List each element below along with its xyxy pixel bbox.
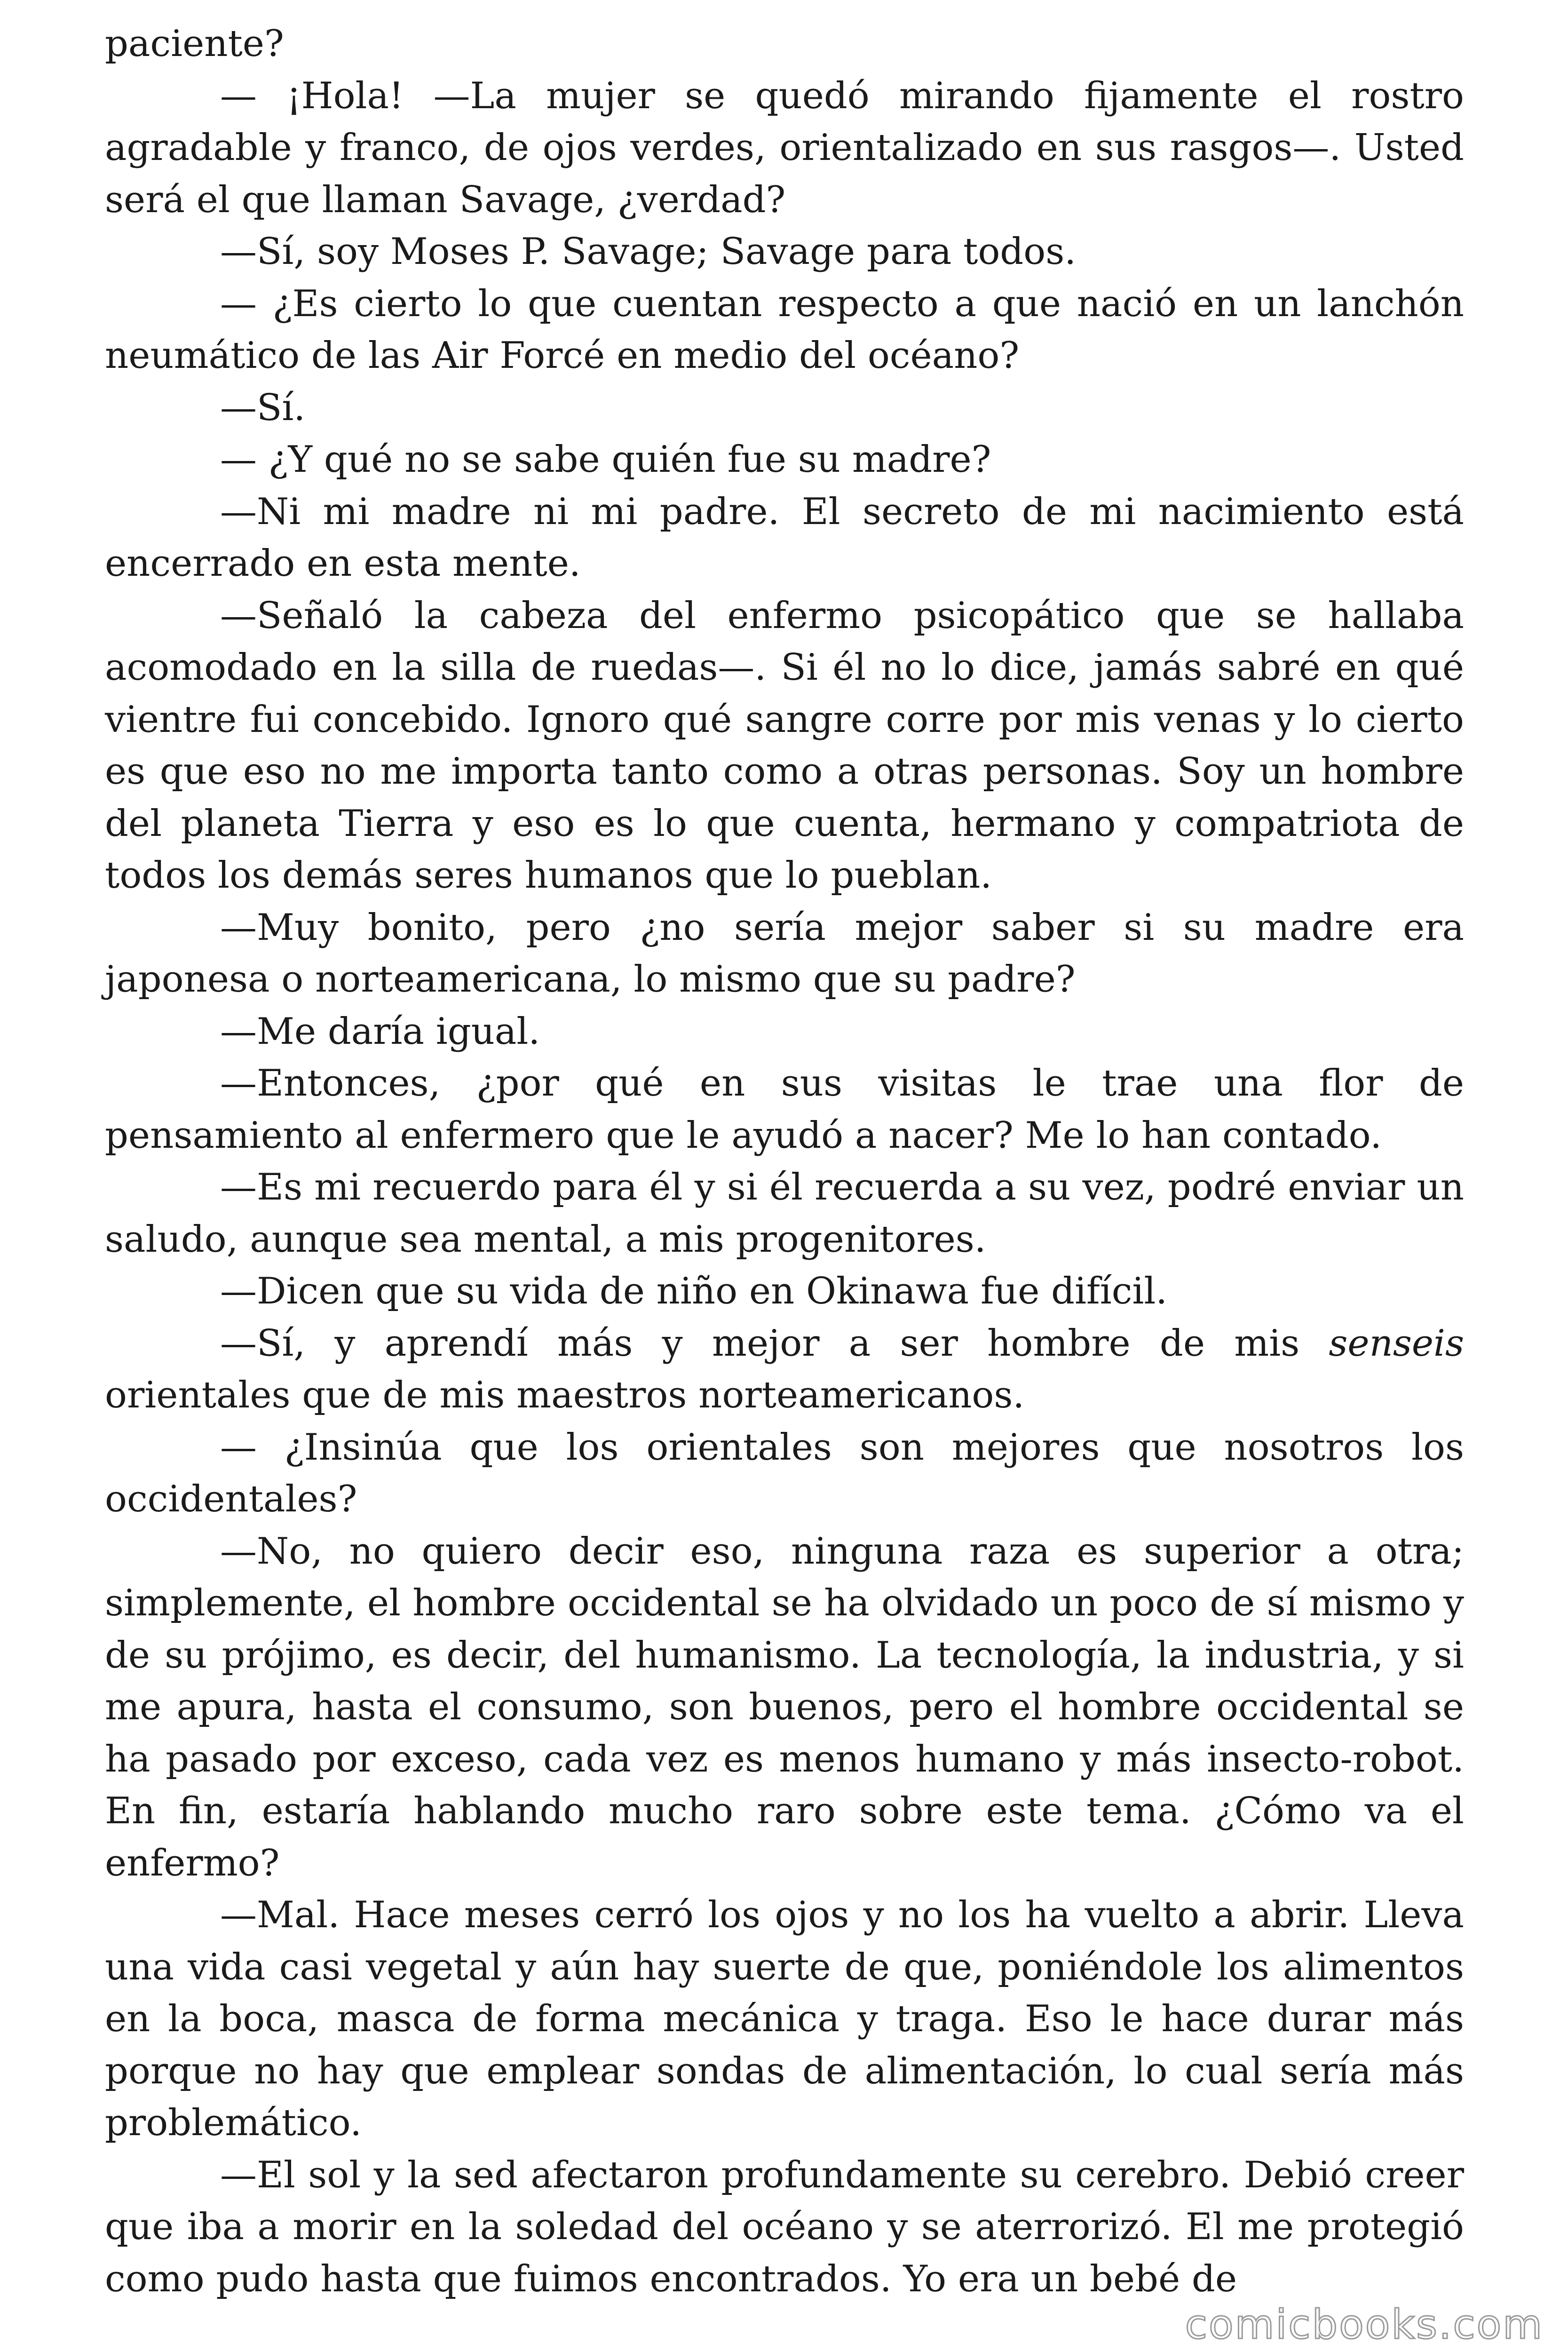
watermark: comicbooks.com	[1185, 2301, 1544, 2348]
paragraph: —El sol y la sed afectaron profundamente su cerebro. Debió creer que iba a morir en la soledad del océano y se aterrorizó. El me protegió como pudo hasta que fuimos encontrados. Yo era un bebé de	[105, 2153, 1464, 2300]
paragraph: — ¿Es cierto lo que cuentan respecto a que nació en un lanchón neumático de las Air Forcé en medio del océano?	[105, 282, 1464, 377]
paragraph	[105, 1318, 1464, 1422]
paragraph: —Muy bonito, pero ¿no sería mejor saber si su madre era japonesa o norteamericana, lo mismo que su padre?	[105, 906, 1464, 1001]
paragraph: —Sí, soy Moses P. Savage; Savage para todos.	[220, 230, 1077, 273]
paragraph: — ¿Insinúa que los orientales son mejores que nosotros los occidentales?	[105, 1426, 1464, 1520]
paragraph: — ¡Hola! —La mujer se quedó mirando fijamente el rostro agradable y franco, de ojos verdes, orientalizado en sus rasgos—. Usted será el que llaman Savage, ¿verdad?	[105, 74, 1464, 221]
paragraph: —Sí.	[220, 386, 306, 429]
paragraph-text: orientales que de mis maestros norteamericanos.	[105, 1374, 1025, 1416]
paragraph: —Señaló la cabeza del enfermo psicopático que se hallaba acomodado en la silla de ruedas—. Si él no lo dice, jamás sabré en qué vientre fui concebido. Ignoro qué sangre corre por mis venas y lo cierto es que eso no me importa tanto como a otras personas. Soy un hombre del planeta Tierra y eso es lo que cuenta, hermano y compatriota de todos los demás seres humanos que lo pueblan.	[105, 594, 1464, 897]
paragraph: —Me daría igual.	[220, 1010, 540, 1053]
page-body	[105, 18, 1464, 2332]
paragraph: —Entonces, ¿por qué en sus visitas le trae una flor de pensamiento al enfermero que le ayudó a nacer? Me lo han contado.	[105, 1062, 1464, 1157]
paragraph: — ¿Y qué no se sabe quién fue su madre?	[220, 438, 991, 481]
paragraph: paciente?	[105, 23, 284, 65]
paragraph: —Dicen que su vida de niño en Okinawa fue difícil.	[220, 1270, 1168, 1312]
paragraph-text: —Sí, y aprendí más y mejor a ser hombre de mis	[220, 1322, 1329, 1365]
italic-term: senseis	[1329, 1322, 1464, 1365]
paragraph: —Es mi recuerdo para él y si él recuerda a su vez, podré enviar un saludo, aunque sea mental, a mis progenitores.	[105, 1166, 1464, 1261]
paragraph: —Mal. Hace meses cerró los ojos y no los ha vuelto a abrir. Lleva una vida casi vegetal y aún hay suerte de que, poniéndole los alimentos en la boca, masca de forma mecánica y traga. Eso le hace durar más porque no hay que emplear sondas de alimentación, lo cual sería más problemático.	[105, 1894, 1464, 2144]
paragraph: —Ni mi madre ni mi padre. El secreto de mi nacimiento está encerrado en esta mente.	[105, 490, 1464, 585]
paragraph: —No, no quiero decir eso, ninguna raza es superior a otra; simplemente, el hombre occidental se ha olvidado un poco de sí mismo y de su prójimo, es decir, del humanismo. La tecnología, la industria, y si me apura, hasta el consumo, son buenos, pero el hombre occidental se ha pasado por exceso, cada vez es menos humano y más insecto-robot. En fin, estaría hablando mucho raro sobre este tema. ¿Cómo va el enfermo?	[105, 1530, 1464, 1884]
